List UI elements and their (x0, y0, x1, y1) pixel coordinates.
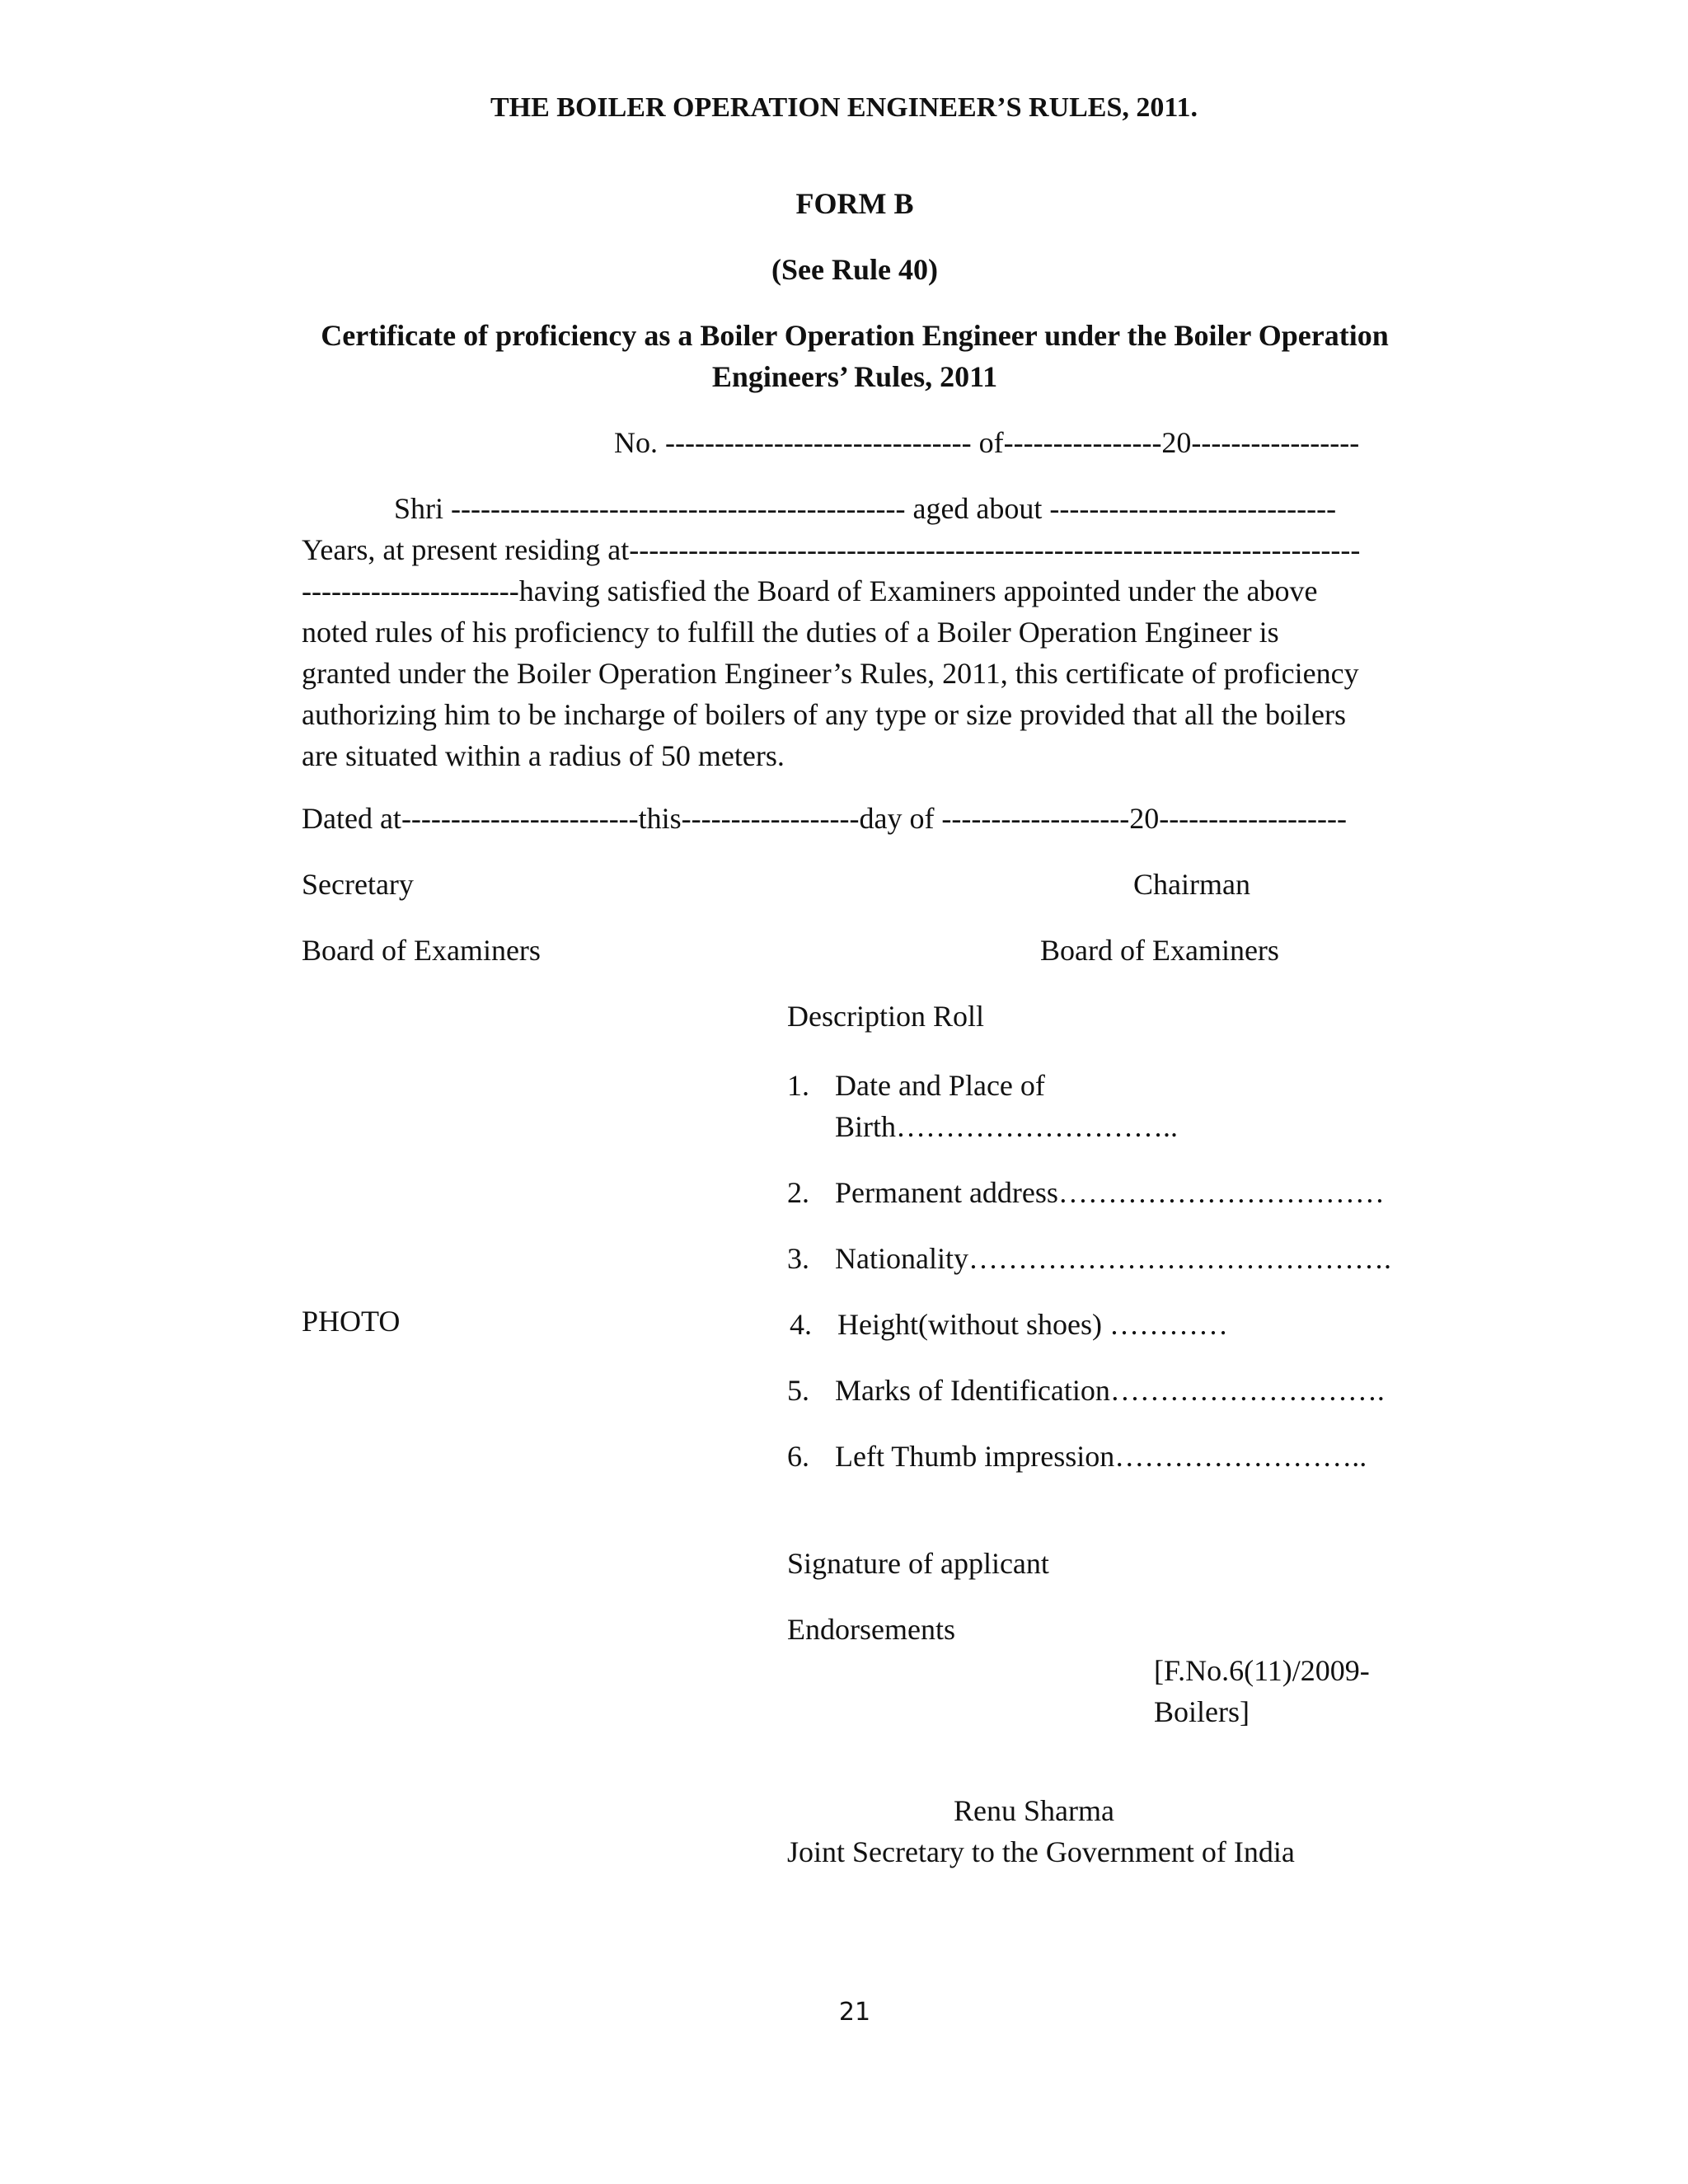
chairman-label: Chairman (1133, 868, 1250, 901)
endorsements-label: Endorsements (787, 1613, 955, 1646)
roll-item-text: Height(without shoes) ………… (837, 1308, 1228, 1341)
body-line: granted under the Boiler Operation Engineer’s Rules, 2011, this certificate of proficiency (302, 657, 1359, 690)
body-line: authorizing him to be incharge of boilers of any type or size provided that all the boilers (302, 698, 1346, 731)
roll-item-number: 5. (787, 1374, 809, 1407)
signatory-designation: Joint Secretary to the Government of India (787, 1835, 1295, 1868)
body-line: Shri ---------------------------------------------- aged about ----------------------------- (394, 492, 1337, 525)
certificate-body (302, 488, 1419, 776)
file-reference-line-1: [F.No.6(11)/2009- (1154, 1654, 1370, 1687)
roll-item-text: Nationality……………………………………. (835, 1242, 1391, 1275)
rule-reference: (See Rule 40) (771, 253, 938, 286)
roll-item-text: Date and Place of (835, 1069, 1045, 1102)
certificate-title-line-1: Certificate of proficiency as a Boiler Operation Engineer under the Boiler Operation (321, 319, 1389, 352)
body-line: ----------------------having satisfied the Board of Examiners appointed under the above (302, 574, 1318, 607)
certificate-title-line-2: Engineers’ Rules, 2011 (711, 360, 998, 393)
description-roll-heading: Description Roll (787, 1000, 984, 1033)
roll-item-number: 2. (787, 1176, 809, 1209)
body-line: are situated within a radius of 50 meters. (302, 739, 785, 772)
secretary-label: Secretary (302, 868, 414, 901)
roll-item-number: 6. (787, 1440, 809, 1473)
certificate-number-line: No. ------------------------------- of----------------20----------------- (614, 426, 1360, 459)
roll-item-text: Marks of Identification………………………. (835, 1374, 1385, 1407)
roll-item-number: 4. (790, 1308, 812, 1341)
roll-item-number: 1. (787, 1069, 809, 1102)
roll-item-text: Permanent address…………………………… (835, 1176, 1385, 1209)
roll-item-number: 3. (787, 1242, 809, 1275)
body-line: Years, at present residing at-------------------------------------------------------------------------- (302, 533, 1361, 566)
form-title: FORM B (795, 187, 914, 220)
document-header: THE BOILER OPERATION ENGINEER’S RULES, 2011. (490, 92, 1198, 123)
photo-label: PHOTO (302, 1305, 401, 1338)
roll-item-text: Birth……………………….. (835, 1110, 1179, 1143)
signatory-name: Renu Sharma (954, 1794, 1114, 1827)
chairman-board-label: Board of Examiners (1040, 934, 1279, 967)
page-number: 21 (838, 1998, 871, 2027)
roll-item-text: Left Thumb impression…………………….. (835, 1440, 1367, 1473)
signature-of-applicant-label: Signature of applicant (787, 1547, 1049, 1580)
file-reference-line-2: Boilers] (1154, 1695, 1250, 1728)
secretary-board-label: Board of Examiners (302, 934, 541, 967)
dated-line: Dated at------------------------this------------------day of -------------------20------------------- (302, 802, 1347, 835)
body-line: noted rules of his proficiency to fulfill the duties of a Boiler Operation Engineer is (302, 616, 1279, 649)
